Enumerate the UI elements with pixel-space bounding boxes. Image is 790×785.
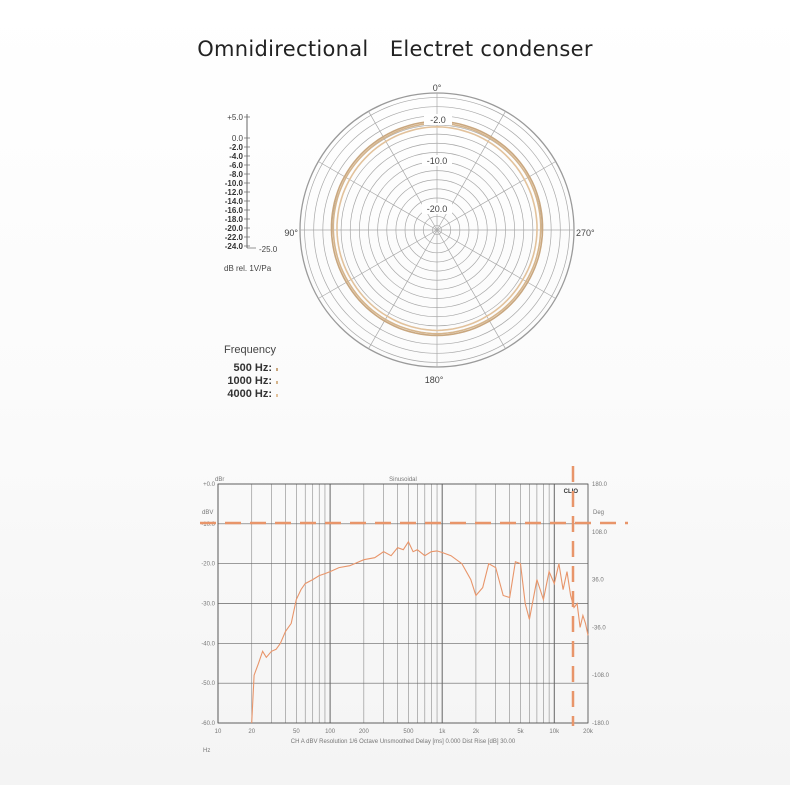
- fr-x-tick-label: 1k: [439, 729, 446, 735]
- fr-right-tick-label: -180.0: [592, 721, 610, 727]
- fr-y-tick-label: -60.0: [201, 721, 215, 727]
- fr-y-tick-label: -50.0: [201, 681, 215, 688]
- scale-tick-label: -16.0: [224, 206, 243, 215]
- fr-right-tick-label: 180.0: [592, 482, 608, 488]
- legend-swatch-500hz: [276, 368, 278, 371]
- scale-tick-label: +5.0: [227, 113, 243, 122]
- fr-y-tick-label: +0.0: [203, 482, 215, 488]
- polar-spoke: [437, 230, 556, 299]
- fr-x-tick-label: 10: [214, 729, 222, 735]
- polar-spoke: [369, 230, 438, 349]
- polar-grid-spokes: [300, 93, 574, 367]
- scale-ticks: [225, 113, 278, 254]
- fr-y-tick-label: -40.0: [201, 641, 215, 648]
- fr-curve: [252, 542, 588, 723]
- fr-x-tick-label: 100: [325, 729, 336, 735]
- legend-1000hz: 1000 Hz:: [227, 375, 272, 387]
- fr-y-ticks: [201, 482, 215, 727]
- frequency-header: Frequency: [224, 344, 276, 356]
- fr-right-ticks: [592, 482, 610, 727]
- scale-tick-label: -25.0: [259, 245, 278, 254]
- polar-spoke: [318, 230, 437, 299]
- legend-4000hz: 4000 Hz:: [227, 388, 272, 400]
- scale-tick-label: -6.0: [229, 161, 243, 170]
- scale-tick-label: -20.0: [224, 224, 243, 233]
- fr-x-tick-label: 5k: [517, 729, 524, 735]
- fr-right-tick-label: -108.0: [592, 673, 610, 680]
- fr-x-tick-label: 10k: [549, 729, 560, 735]
- scale-tick-label: -24.0: [224, 242, 243, 251]
- scale-tick-label: -4.0: [229, 152, 243, 161]
- fr-left-unit: dBV: [202, 510, 214, 516]
- fr-right-unit: Deg: [593, 510, 605, 516]
- angle-label-270: 270°: [576, 228, 595, 238]
- fr-x-tick-label: 20: [248, 729, 256, 735]
- fr-x-tick-label: 2k: [472, 729, 480, 735]
- scale-tick-label: -10.0: [224, 179, 243, 188]
- ring-label: -20.0: [426, 204, 448, 214]
- fr-brand: CLIO: [563, 489, 578, 495]
- scale-tick-label: -22.0: [224, 233, 243, 242]
- fr-right-tick-label: 108.0: [592, 529, 608, 536]
- scale-tick-label: -2.0: [229, 143, 243, 152]
- ring-label: -2.0: [430, 115, 446, 125]
- fr-x-tick-label: 20k: [583, 729, 593, 735]
- polar-spoke: [437, 230, 506, 349]
- fr-left-header: dBr: [215, 477, 225, 483]
- fr-right-tick-label: -36.0: [592, 625, 606, 632]
- fr-center-header: Sinusoidal: [389, 477, 417, 483]
- page-title: Omnidirectional Electret condenser: [197, 37, 593, 61]
- scale-tick-label: -8.0: [229, 170, 243, 179]
- fr-y-tick-label: -20.0: [201, 561, 215, 568]
- legend-swatch-4000hz: [276, 394, 278, 397]
- fr-x-unit: Hz: [203, 748, 211, 754]
- angle-label-0: 0°: [432, 83, 442, 93]
- fr-x-tick-label: 50: [293, 729, 300, 735]
- fr-footer: CH A dBV Resolution 1/6 Octave Unsmoothed Delay [ms] 0.000 Dist Rise [dB] 30.00: [290, 739, 516, 745]
- legend-swatch-1000hz: [276, 381, 278, 384]
- fr-y-tick-label: -30.0: [201, 601, 215, 608]
- angle-label-90: 90°: [284, 228, 298, 238]
- angle-label-180: 180°: [424, 375, 444, 385]
- scale-unit: dB rel. 1V/Pa: [224, 264, 272, 273]
- fr-y-tick-label: -10.0: [201, 521, 215, 528]
- fr-right-tick-label: 36.0: [592, 577, 604, 584]
- fr-x-ticks: [215, 729, 594, 735]
- scale-tick-label: 0.0: [231, 134, 243, 143]
- scale-tick-label: -18.0: [224, 215, 243, 224]
- scale-tick-label: -12.0: [224, 188, 243, 197]
- fr-x-tick-label: 500: [403, 729, 414, 735]
- fr-x-tick-label: 200: [358, 729, 369, 735]
- ring-label: -10.0: [426, 156, 448, 166]
- scale-tick-label: -14.0: [224, 197, 243, 206]
- legend-500hz: 500 Hz:: [233, 362, 272, 374]
